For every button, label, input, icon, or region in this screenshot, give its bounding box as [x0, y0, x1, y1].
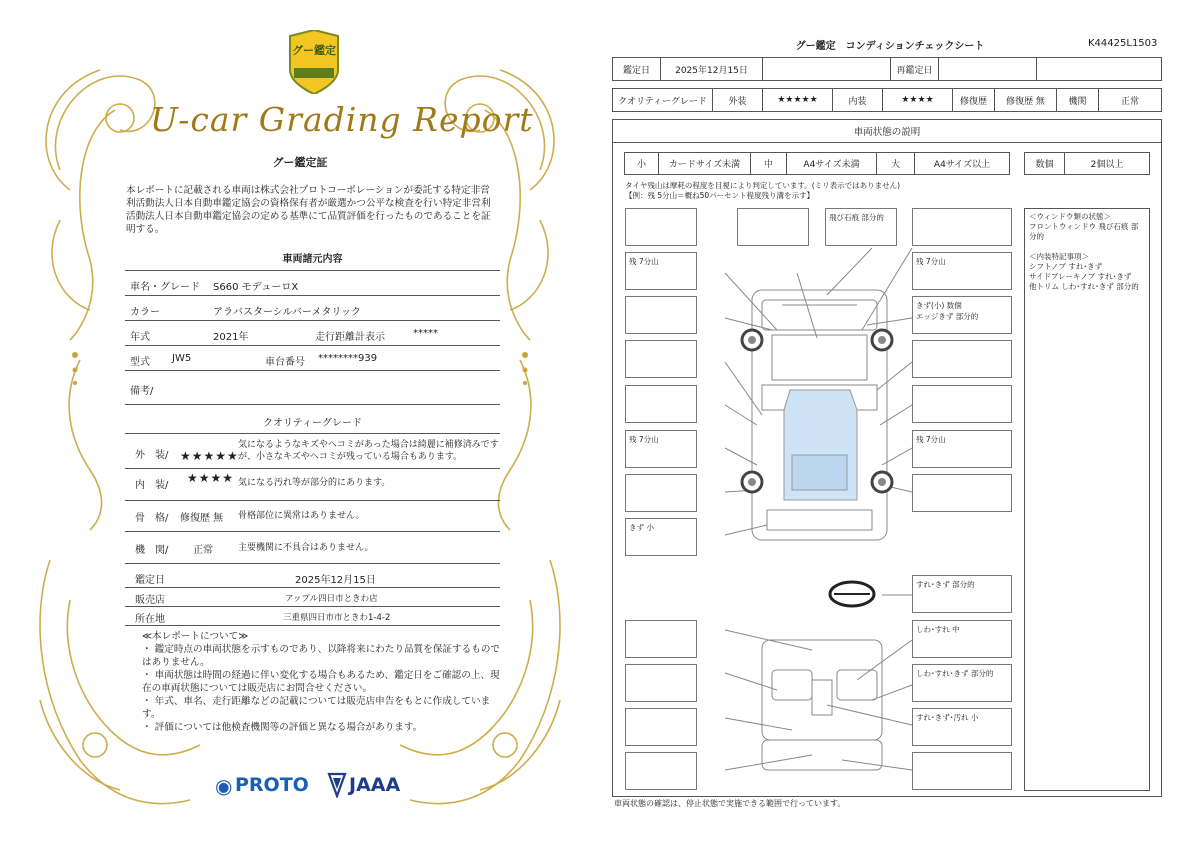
certificate-subtitle: グー鑑定証 [272, 156, 328, 169]
condition-box [912, 208, 1012, 246]
size-large-label: 大 [877, 153, 915, 174]
divider [125, 295, 500, 296]
grade-desc-interior: 気になる汚れ等が部分的にあります。 [238, 478, 391, 488]
notes-title: ≪本レポートについて≫ [142, 631, 249, 642]
spec-label: カラー [130, 307, 160, 318]
exterior-label: 外装 [713, 89, 763, 111]
note-item: ・ 鑑定時点の車両状態を示すものであり、以降将来にわたり品質を保証するものではありません。 [142, 644, 501, 668]
size-small-label: 小 [625, 153, 659, 174]
certificate-intro: 本レポートに記載される車両は株式会社プロトコーポレーションが委託する特定非営利活動法人日本自動車鑑定協会の資格保有者が厳選かつ公平な検査を行い特定非営利活動法人日本自動車鑑定協会の定める基準にて品質評価を行ったものであることを証明する。 [126, 185, 491, 235]
condition-box [912, 474, 1012, 512]
spec-label: 型式 [130, 357, 150, 368]
condition-box-interior: すれ･きず･汚れ 小 [912, 708, 1012, 746]
condition-box [625, 474, 697, 512]
date-label: 鑑定日 [613, 58, 661, 80]
condition-box-windshield: 飛び石痕 部分的 [825, 208, 897, 246]
condition-box [625, 340, 697, 378]
engine-value: 正常 [1120, 96, 1139, 107]
condition-box [625, 664, 697, 702]
divider [125, 320, 500, 321]
grade-label: 骨 格/ [135, 513, 169, 524]
size-medium-label: 中 [751, 153, 787, 174]
condition-box-interior: しわ･すれ･きず 部分的 [912, 664, 1012, 702]
report-script-title: U-car Grading Report [150, 100, 534, 139]
footer-label: 販売店 [135, 595, 165, 606]
spec-label: 走行距離計表示 [315, 332, 385, 343]
spec-value: JW5 [172, 353, 192, 364]
exterior-stars: ★★★★★ [180, 449, 239, 463]
divider [125, 370, 500, 371]
quality-row [612, 88, 1162, 112]
sheet-id: K44425L1503 [1088, 38, 1158, 49]
spec-label: 車台番号 [265, 357, 305, 368]
grade-label: 外 装/ [135, 450, 169, 461]
empty-cell [1037, 58, 1161, 80]
condition-box [625, 208, 697, 246]
condition-box [912, 752, 1012, 790]
footer-value: 三重県四日市市ときわ1-4-2 [283, 613, 391, 623]
grade-desc-frame: 骨格部位に異常はありません。 [238, 511, 365, 521]
divider [125, 270, 500, 271]
grade-label: 内 装/ [135, 480, 169, 491]
condition-box [625, 620, 697, 658]
grade-value: 修復歴 無 [180, 513, 224, 524]
interior-line: サイドブレーキノブ すれ･きず [1029, 272, 1132, 281]
special-notes-panel [1024, 208, 1150, 791]
condition-box [625, 708, 697, 746]
grade-label: 機 関/ [135, 545, 169, 556]
proto-logo-icon: ◉ [215, 774, 233, 798]
reappraisal-label: 再鑑定日 [891, 58, 939, 80]
interior-label: 内装 [833, 89, 883, 111]
spec-label: 年式 [130, 332, 150, 343]
condition-box-right-front-tire: 残 7分山 [912, 252, 1012, 290]
footer-note: 車両状態の確認は、停止状態で実施できる範囲で行っています。 [614, 799, 846, 808]
footer-label: 鑑定日 [135, 575, 165, 586]
spec-value: ***** [413, 328, 438, 339]
empty-cell [763, 58, 891, 80]
spec-value: アラバスターシルバーメタリック [213, 307, 361, 318]
divider [125, 500, 500, 501]
specs-header: 車両諸元内容 [282, 254, 343, 265]
logos [215, 770, 415, 800]
sheet-title: グー鑑定 コンディションチェックシート [795, 41, 985, 52]
condition-box [625, 385, 697, 423]
spec-label: 車名・グレード [130, 282, 200, 293]
reappraisal-value [939, 58, 1037, 80]
condition-box [625, 296, 697, 334]
condition-box [912, 385, 1012, 423]
proto-logo: PROTO [235, 774, 309, 796]
note-item: ・ 車両状態は時間の経過に伴い変化する場合もあるため、鑑定日をご確認の上、現在の車両状態については販売店にお問合せください。 [142, 670, 500, 694]
interior-title: ＜内装特記事項＞ [1029, 252, 1089, 261]
date-value: 2025年12月15日 [661, 58, 763, 80]
repair-label: 修復歴 [953, 89, 995, 111]
footer-value: 2025年12月15日 [295, 575, 376, 586]
count-legend [1024, 152, 1150, 175]
divider [125, 468, 500, 469]
spec-value: S660 モデューロX [213, 282, 299, 293]
spec-value: ********939 [318, 353, 378, 364]
count-desc: 2個以上 [1090, 160, 1124, 170]
grade-desc-engine: 主要機関に不具合はありません。 [238, 543, 374, 553]
interior-line: シフトノブ すれ･きず [1029, 262, 1103, 271]
quality-label: クオリティーグレード [613, 89, 713, 111]
exterior-stars: ★★★★★ [763, 89, 833, 111]
date-row [612, 57, 1162, 81]
grade-desc-exterior: 気になるようなキズやヘコミがあった場合は綺麗に補修済みですが、小さなキズやヘコミが残っている場合もあります。 [238, 440, 499, 462]
footer-label: 所在地 [135, 614, 165, 625]
goo-appraisal-badge [286, 30, 342, 94]
badge-shield-icon [286, 30, 342, 94]
repair-value: 修復歴 無 [995, 89, 1057, 111]
divider [125, 345, 500, 346]
interior-stars: ★★★★ [883, 89, 953, 111]
divider [125, 625, 500, 626]
condition-box-interior: しわ･すれ 中 [912, 620, 1012, 658]
condition-box [737, 208, 809, 246]
jaaa-logo: JAAA [349, 774, 401, 796]
quality-header: クオリティーグレード [263, 418, 362, 429]
tire-note: タイヤ残山は摩耗の程度を目視により判定しています。(ミリ表示ではありません) [625, 181, 901, 190]
divider [125, 433, 500, 434]
size-medium-desc: A4サイズ未満 [787, 153, 877, 174]
condition-box-left-rear-tire: 残 7分山 [625, 430, 697, 468]
condition-box-left-front-tire: 残 7分山 [625, 252, 697, 290]
condition-box-steering: すれ･きず 部分的 [912, 575, 1012, 613]
window-value: フロントウィンドウ 飛び石痕 部分的 [1029, 222, 1139, 241]
spec-label: 備考/ [130, 386, 154, 397]
condition-box-rear-scratch: きず 小 [625, 518, 697, 556]
count-label: 数個 [1025, 153, 1065, 174]
note-item: ・ 年式、車名、走行距離などの記載については販売店申告をもとに作成しています。 [142, 696, 491, 720]
condition-check-sheet [600, 0, 1200, 848]
divider [125, 404, 500, 405]
report-notes [142, 630, 502, 734]
tire-example: 【例：残 5分山＝概ね50パーセント程度残り溝を示す】 [625, 191, 815, 200]
interior-stars: ★★★★ [187, 471, 235, 485]
badge-text: グー鑑定 [292, 44, 336, 57]
jaaa-logo-icon [327, 772, 347, 798]
footer-value: アップル四日市ときわ店 [285, 594, 378, 604]
condition-box [625, 752, 697, 790]
divider [125, 563, 500, 564]
condition-box [912, 340, 1012, 378]
engine-label: 機関 [1057, 89, 1099, 111]
size-small-desc: カードサイズ未満 [659, 153, 751, 174]
divider [125, 606, 500, 607]
divider [125, 531, 500, 532]
size-legend [624, 152, 1010, 175]
grade-value: 正常 [193, 545, 213, 556]
divider [125, 587, 500, 588]
condition-box-right-rear-tire: 残 7分山 [912, 430, 1012, 468]
spec-value: 2021年 [213, 332, 249, 343]
note-item: ・ 評価については他検査機関等の評価と異なる場合があります。 [142, 722, 423, 733]
size-large-desc: A4サイズ以上 [933, 160, 991, 170]
interior-line: 他トリム しわ･すれ･きず 部分的 [1029, 282, 1139, 291]
condition-header: 車両状態の説明 [612, 119, 1162, 143]
window-title: ＜ウィンドウ類の状態＞ [1029, 212, 1112, 221]
condition-box-right-scratch: きず(小) 数個 エッジきず 部分的 [912, 296, 1012, 334]
